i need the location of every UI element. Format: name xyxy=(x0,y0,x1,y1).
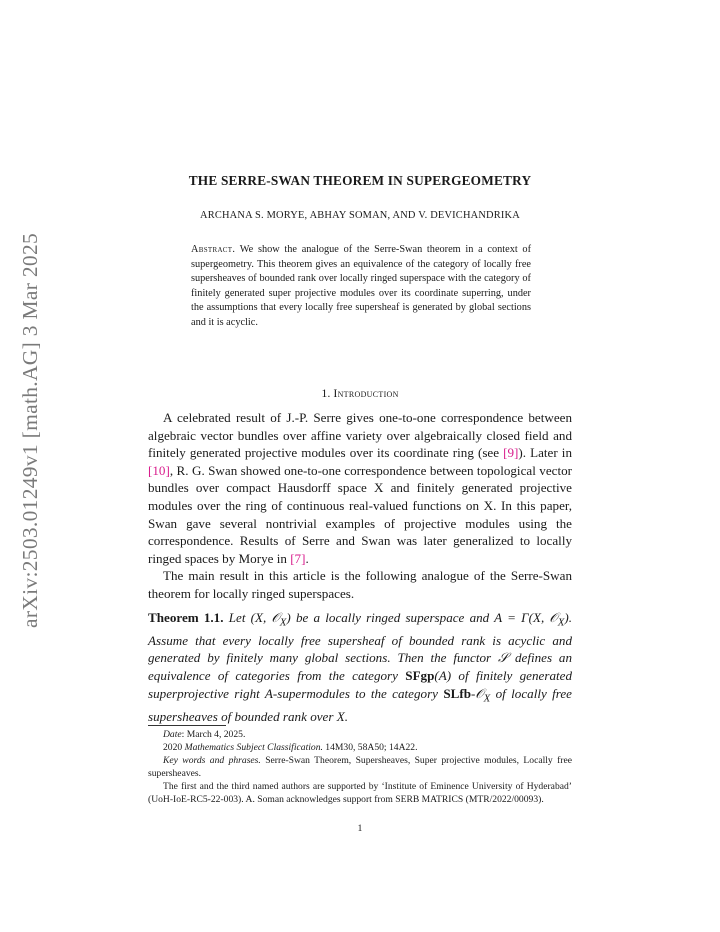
abstract-text: We show the analogue of the Serre-Swan theorem in a context of supergeometry. This theorem gives an equivalence of the category of locally free supersheaves of bounded rank over locally ringed superspace with the category of finitely generated super projective modules over its coordinate superring, under the assumptions that every locally free supersheaf is generated by global sections and it is acyclic. xyxy=(191,244,531,328)
footnote-keywords: Key words and phrases. Serre-Swan Theorem, Supersheaves, Super projective modules, Locally free supersheaves. xyxy=(148,755,573,780)
footnote-support: The first and the third named authors are supported by ‘Institute of Eminence University of Hyderabad’ (UoH-IoE-RC5-22-003). A. Soman acknowledges support from SERB MATRICS (MTR/2022/00093). xyxy=(148,781,572,806)
citation-link[interactable]: [7] xyxy=(290,550,306,566)
footnote-date: Date: March 4, 2025. xyxy=(163,729,246,740)
footnote-rule xyxy=(148,725,226,726)
abstract-block xyxy=(191,243,531,330)
intro-text: , R. G. Swan showed one-to-one correspondence between topological vector bundles over compact Hausdorff space X and finitely generated projective modules over the ring of continuous real-valued functions on X. In this paper, Swan gave several nontrivial examples of projective modules using the correspondence. Results of Serre and Swan was later generalized to locally ringed spaces by Morye in xyxy=(148,462,572,566)
citation-link[interactable]: [10] xyxy=(148,462,170,478)
abstract-label: Abstract. xyxy=(191,244,236,255)
section-number: 1. xyxy=(321,386,331,400)
citation-link[interactable]: [9] xyxy=(503,445,519,461)
section-title: Introduction xyxy=(333,386,399,400)
intro-text: . xyxy=(305,550,309,566)
intro-text: ). Later in xyxy=(518,445,572,461)
footnote-msc: 2020 Mathematics Subject Classification. 14M30, 58A50; 14A22. xyxy=(163,742,418,754)
footnotes xyxy=(148,728,572,807)
paper-authors: ARCHANA S. MORYE, ABHAY SOMAN, AND V. DEVICHANDRIKA xyxy=(200,210,520,221)
section-heading xyxy=(0,386,720,401)
paper-title: THE SERRE-SWAN THEOREM IN SUPERGEOMETRY xyxy=(188,173,532,188)
page-number: 1 xyxy=(357,823,363,834)
theorem-text: Let (X, 𝒪$_X$) be a locally ringed superspace and A = Γ(X, 𝒪$_X$). Assume that every locally free supersheaf of bounded rank is acyclic and generated by finitely many global sections. Then the functor 𝒮 defines an equivalence of categories from the category SFgp(A) of finitely generated superprojective right A-supermodules to the category SLfb-𝒪$_X$ of locally free supersheaves of bounded rank over X. xyxy=(148,609,572,724)
introduction-body xyxy=(148,409,572,725)
intro-paragraph-2: The main result in this article is the following analogue of the Serre-Swan theorem for locally ringed superspaces. xyxy=(148,568,572,601)
theorem-statement xyxy=(148,609,572,726)
arxiv-identifier-stamp: arXiv:2503.01249v1 [math.AG] 3 Mar 2025 xyxy=(18,232,42,628)
intro-paragraph-1 xyxy=(148,409,572,567)
theorem-heading: Theorem 1.1. xyxy=(148,609,224,625)
intro-text: A celebrated result of J.-P. Serre gives one-to-one correspondence between algebraic vector bundles over affine variety over algebraically closed field and finitely generated projective modules over its coordinate ring (see xyxy=(148,410,572,461)
